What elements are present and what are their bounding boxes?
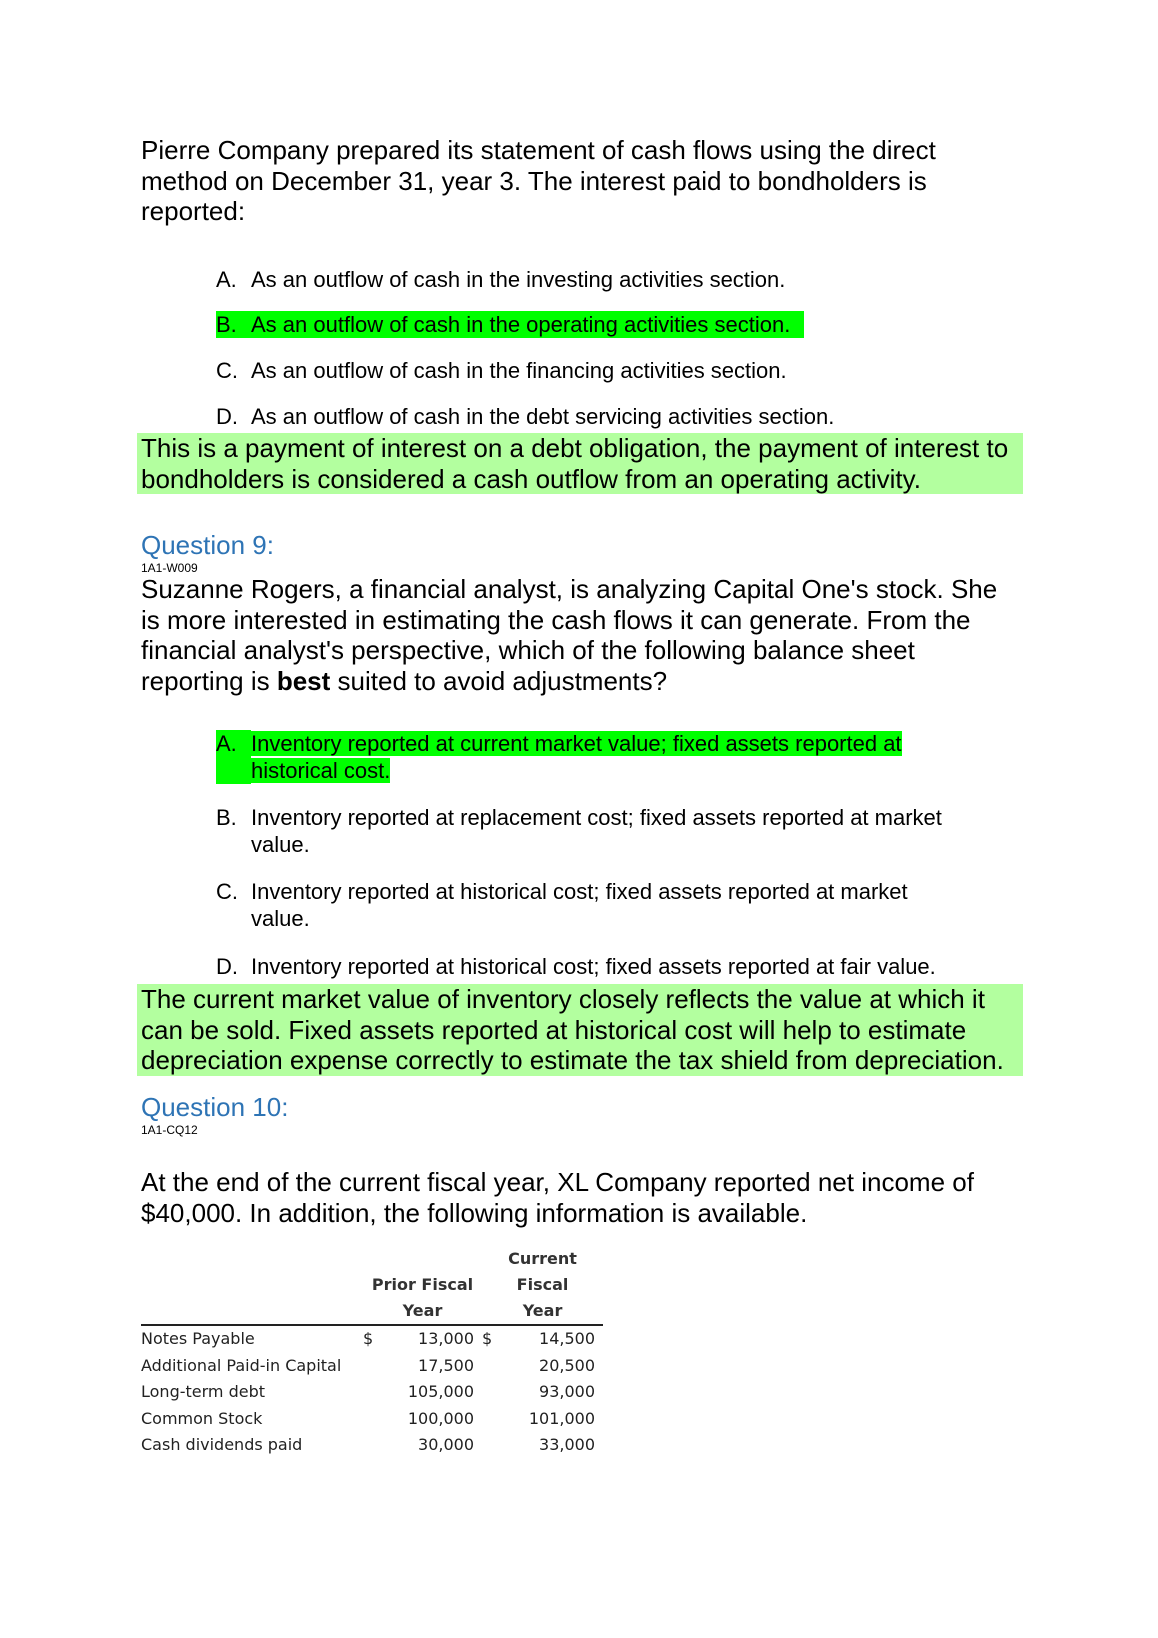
table-row: [141, 1379, 603, 1406]
current-currency: [482, 1432, 502, 1459]
option-text-highlight: Inventory reported at current market value; fixed assets reported at historical cost.: [251, 731, 902, 783]
option-text: Inventory reported at replacement cost; fixed assets reported at market value.: [251, 805, 942, 857]
current-value: 93,000: [539, 1382, 596, 1401]
prior-value: 105,000: [407, 1382, 475, 1401]
option-text: As an outflow of cash in the debt servicing activities section.: [251, 404, 835, 429]
q9-option-a-correct[interactable]: [216, 730, 951, 784]
header-current-line1: Current Fiscal: [508, 1249, 577, 1294]
q9-code: 1A1-W009: [141, 561, 198, 575]
header-prior-line1: Prior Fiscal: [371, 1275, 474, 1294]
q9-stem: [141, 574, 1021, 696]
current-value: 101,000: [528, 1408, 596, 1428]
prior-currency: [363, 1432, 383, 1459]
option-text: Inventory reported at historical cost; fixed assets reported at fair value.: [251, 954, 936, 979]
current-value: 20,500: [539, 1355, 596, 1375]
option-letter: C.: [216, 358, 238, 383]
option-letter: A.: [216, 730, 251, 784]
option-letter: B.: [216, 312, 237, 337]
prior-currency: [363, 1379, 383, 1406]
table-row: [141, 1432, 603, 1459]
current-currency: [482, 1353, 502, 1380]
q9-title: Question 9:: [141, 530, 274, 560]
option-letter: D.: [216, 404, 238, 429]
q8-option-d[interactable]: [216, 403, 1016, 430]
q10-title: Question 10:: [141, 1092, 289, 1122]
row-label: Common Stock: [141, 1408, 263, 1428]
q8-option-b-correct[interactable]: [216, 311, 804, 338]
prior-currency: [363, 1353, 383, 1380]
current-currency: [482, 1406, 502, 1433]
q9-explanation: The current market value of inventory closely reflects the value at which it can be sold. Fixed assets reported at historical cost will help to estimate depreciation expense correctly to estimate the tax shield from depreciation.: [137, 984, 1023, 1076]
q9-option-c[interactable]: [216, 878, 964, 932]
option-letter: B.: [216, 805, 237, 830]
current-value: 33,000: [539, 1435, 596, 1454]
option-letter: D.: [216, 954, 238, 979]
prior-value: 13,000: [418, 1329, 475, 1348]
q8-stem: Pierre Company prepared its statement of cash flows using the direct method on December 31, year 3. The interest paid to bondholders is reported:: [141, 135, 936, 226]
table-header-row: [141, 1246, 603, 1325]
option-text: As an outflow of cash in the financing activities section.: [251, 358, 787, 383]
prior-value: 100,000: [407, 1408, 475, 1428]
q8-option-c[interactable]: [216, 357, 996, 384]
q10-stem: At the end of the current fiscal year, XL Company reported net income of $40,000. In addition, the following information is available.: [141, 1167, 974, 1228]
table-row: [141, 1406, 603, 1433]
prior-value: 17,500: [418, 1355, 475, 1375]
financial-data-table: [141, 1246, 603, 1459]
row-label: Additional Paid-in Capital: [141, 1355, 342, 1375]
q10-code: 1A1-CQ12: [141, 1123, 198, 1137]
header-prior-line2: Year: [402, 1301, 443, 1320]
option-letter: C.: [216, 879, 238, 904]
option-text: As an outflow of cash in the investing activities section.: [251, 267, 786, 292]
q8-explanation: This is a payment of interest on a debt obligation, the payment of interest to bondholders is considered a cash outflow from an operating activity.: [137, 433, 1023, 494]
header-prior-year: [363, 1246, 482, 1325]
prior-value: 30,000: [418, 1435, 475, 1454]
row-label: Cash dividends paid: [141, 1435, 303, 1454]
option-text: Inventory reported at historical cost; fixed assets reported at market value.: [251, 879, 908, 931]
q9-option-b[interactable]: [216, 804, 996, 858]
q9-stem-text-end: suited to avoid adjustments?: [330, 665, 668, 696]
current-currency: [482, 1379, 502, 1406]
prior-currency: [363, 1406, 383, 1433]
current-value: 14,500: [539, 1329, 596, 1348]
row-label: Notes Payable: [141, 1329, 255, 1348]
table-row: [141, 1353, 603, 1380]
q9-stem-text: Suzanne Rogers, a financial analyst, is analyzing Capital One's stock. She is more interested in estimating the cash flows it can generate. From the financial analyst's perspective, which of the following balance sheet reporting is: [141, 574, 998, 696]
table-row: [141, 1325, 603, 1353]
q9-option-d[interactable]: [216, 953, 1016, 980]
q8-option-a[interactable]: [216, 266, 996, 293]
option-text: [251, 730, 951, 784]
current-currency: $: [482, 1329, 493, 1348]
option-text: As an outflow of cash in the operating activities section.: [251, 312, 791, 337]
row-label: Long-term debt: [141, 1382, 266, 1401]
header-current-year: [482, 1246, 603, 1325]
q9-stem-emphasis: best: [276, 665, 331, 696]
header-current-line2: Year: [522, 1301, 563, 1320]
header-item: [141, 1246, 363, 1325]
option-letter: A.: [216, 267, 237, 292]
prior-currency: $: [363, 1329, 374, 1348]
